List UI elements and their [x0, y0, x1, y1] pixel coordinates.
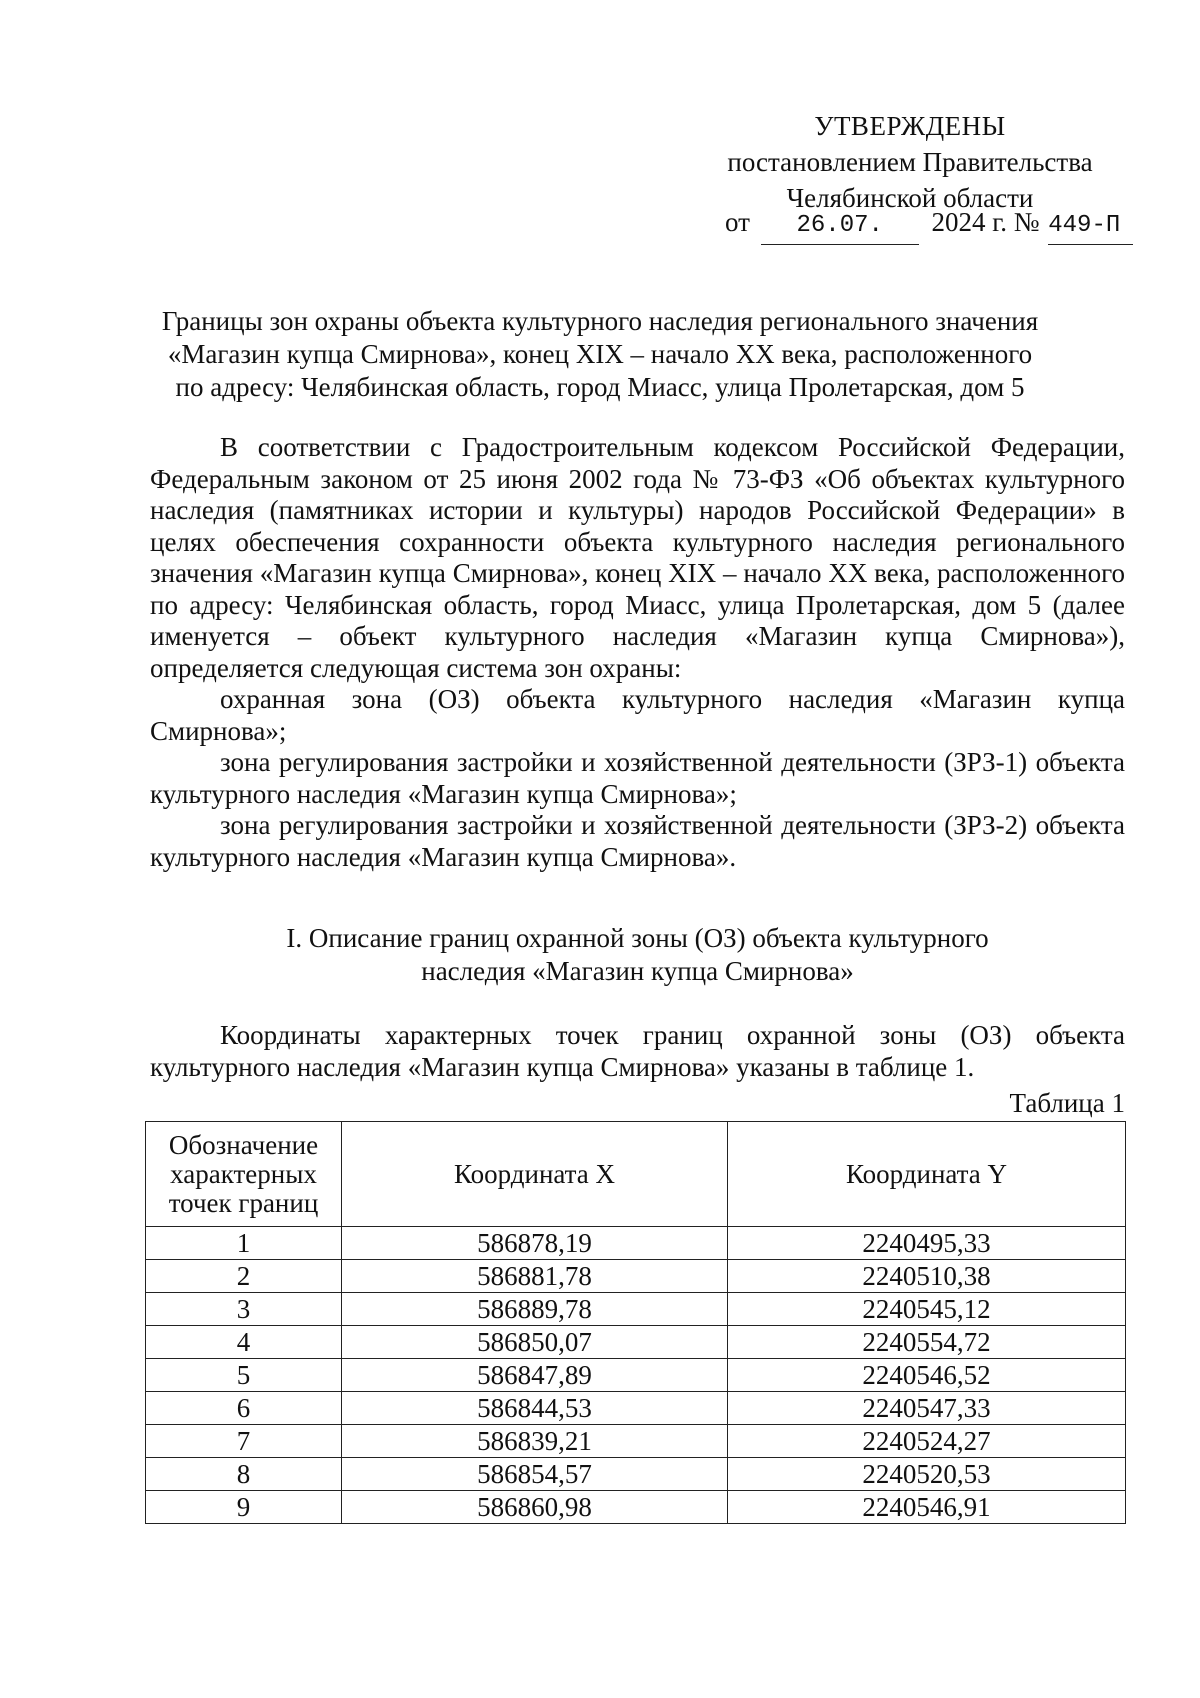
- coord-y: 2240495,33: [728, 1227, 1126, 1260]
- point-id: 1: [146, 1227, 342, 1260]
- header-point-line-2: характерных: [170, 1158, 317, 1189]
- coord-x: 586850,07: [342, 1326, 728, 1359]
- approval-block: [690, 108, 1130, 216]
- coord-y: 2240545,12: [728, 1293, 1126, 1326]
- coord-y: 2240554,72: [728, 1326, 1126, 1359]
- header-point-designation: [146, 1122, 342, 1227]
- table-row: [146, 1425, 1126, 1458]
- coord-y: 2240520,53: [728, 1458, 1126, 1491]
- coord-y: 2240546,91: [728, 1491, 1126, 1524]
- section-title: [150, 922, 1125, 988]
- title-line-3: по адресу: Челябинская область, город Миасс, улица Пролетарская, дом 5: [175, 372, 1025, 402]
- header-point-line-1: Обозначение: [168, 1129, 319, 1160]
- point-id: 3: [146, 1293, 342, 1326]
- point-id: 7: [146, 1425, 342, 1458]
- header-point-line-3: точек границ: [168, 1187, 319, 1218]
- coord-x: 586854,57: [342, 1458, 728, 1491]
- title-line-1: Границы зон охраны объекта культурного наследия регионального значения: [161, 306, 1039, 336]
- zone-zrz2-paragraph: зона регулирования застройки и хозяйственной деятельности (ЗРЗ-2) объекта культурного наследия «Магазин купца Смирнова».: [150, 810, 1125, 872]
- approval-title: УТВЕРЖДЕНЫ: [814, 111, 1006, 141]
- date-value: 26.07.: [761, 208, 919, 245]
- coordinates-intro-paragraph: Координаты характерных точек границ охранной зоны (ОЗ) объекта культурного наследия «Магазин купца Смирнова» указаны в таблице 1.: [150, 1020, 1125, 1082]
- approval-line-2: Челябинской области: [786, 183, 1034, 213]
- title-line-2: «Магазин купца Смирнова», конец XIX – начало XX века, расположенного: [167, 339, 1033, 369]
- point-id: 4: [146, 1326, 342, 1359]
- approval-date-line: [725, 204, 1133, 245]
- coord-y: 2240510,38: [728, 1260, 1126, 1293]
- zone-zrz1-paragraph: зона регулирования застройки и хозяйственной деятельности (ЗРЗ-1) объекта культурного наследия «Магазин купца Смирнова»;: [150, 747, 1125, 809]
- approval-line-1: постановлением Правительства: [727, 147, 1093, 177]
- section-title-line-1: I. Описание границ охранной зоны (ОЗ) объекта культурного: [286, 923, 989, 953]
- table-row: [146, 1458, 1126, 1491]
- table-row: [146, 1359, 1126, 1392]
- table-row: [146, 1293, 1126, 1326]
- header-coordinate-x: Координата X: [342, 1122, 728, 1227]
- intro-paragraph: В соответствии с Градостроительным кодексом Российской Федерации, Федеральным законом от 25 июня 2002 года № 73-ФЗ «Об объектах культурного наследия (памятниках истории и культуры) народов Российской Федерации» в целях обеспечения сохранности объекта культурного наследия регионального значения «Магазин купца Смирнова», конец XIX – начало XX века, расположенного по адресу: Челябинская область, город Миасс, улица Пролетарская, дом 5 (далее именуется – объект культурного наследия «Магазин купца Смирнова»), определяется следующая система зон охраны:: [150, 432, 1125, 683]
- coord-x: 586844,53: [342, 1392, 728, 1425]
- table-caption: Таблица 1: [1009, 1088, 1125, 1118]
- zone-oz-paragraph: охранная зона (ОЗ) объекта культурного наследия «Магазин купца Смирнова»;: [150, 684, 1125, 746]
- coord-x: 586889,78: [342, 1293, 728, 1326]
- coord-y: 2240524,27: [728, 1425, 1126, 1458]
- coord-x: 586847,89: [342, 1359, 728, 1392]
- table-row: [146, 1491, 1126, 1524]
- table-row: [146, 1392, 1126, 1425]
- header-coordinate-y: Координата Y: [728, 1122, 1126, 1227]
- point-id: 6: [146, 1392, 342, 1425]
- table-header-row: [146, 1122, 1126, 1227]
- point-id: 8: [146, 1458, 342, 1491]
- table-row: [146, 1227, 1126, 1260]
- year-text: 2024 г. №: [931, 207, 1040, 237]
- date-prefix: от: [725, 207, 750, 237]
- table-row: [146, 1260, 1126, 1293]
- coord-x: 586881,78: [342, 1260, 728, 1293]
- document-body: [150, 432, 1125, 873]
- section-title-line-2: наследия «Магазин купца Смирнова»: [421, 956, 854, 986]
- decree-number: 449-П: [1048, 208, 1133, 245]
- coord-x: 586839,21: [342, 1425, 728, 1458]
- coordinates-intro: [150, 1020, 1125, 1083]
- point-id: 5: [146, 1359, 342, 1392]
- document-title: [150, 305, 1050, 404]
- table-row: [146, 1326, 1126, 1359]
- point-id: 2: [146, 1260, 342, 1293]
- point-id: 9: [146, 1491, 342, 1524]
- coord-x: 586860,98: [342, 1491, 728, 1524]
- coord-x: 586878,19: [342, 1227, 728, 1260]
- coord-y: 2240546,52: [728, 1359, 1126, 1392]
- coord-y: 2240547,33: [728, 1392, 1126, 1425]
- coordinates-table: [145, 1121, 1126, 1524]
